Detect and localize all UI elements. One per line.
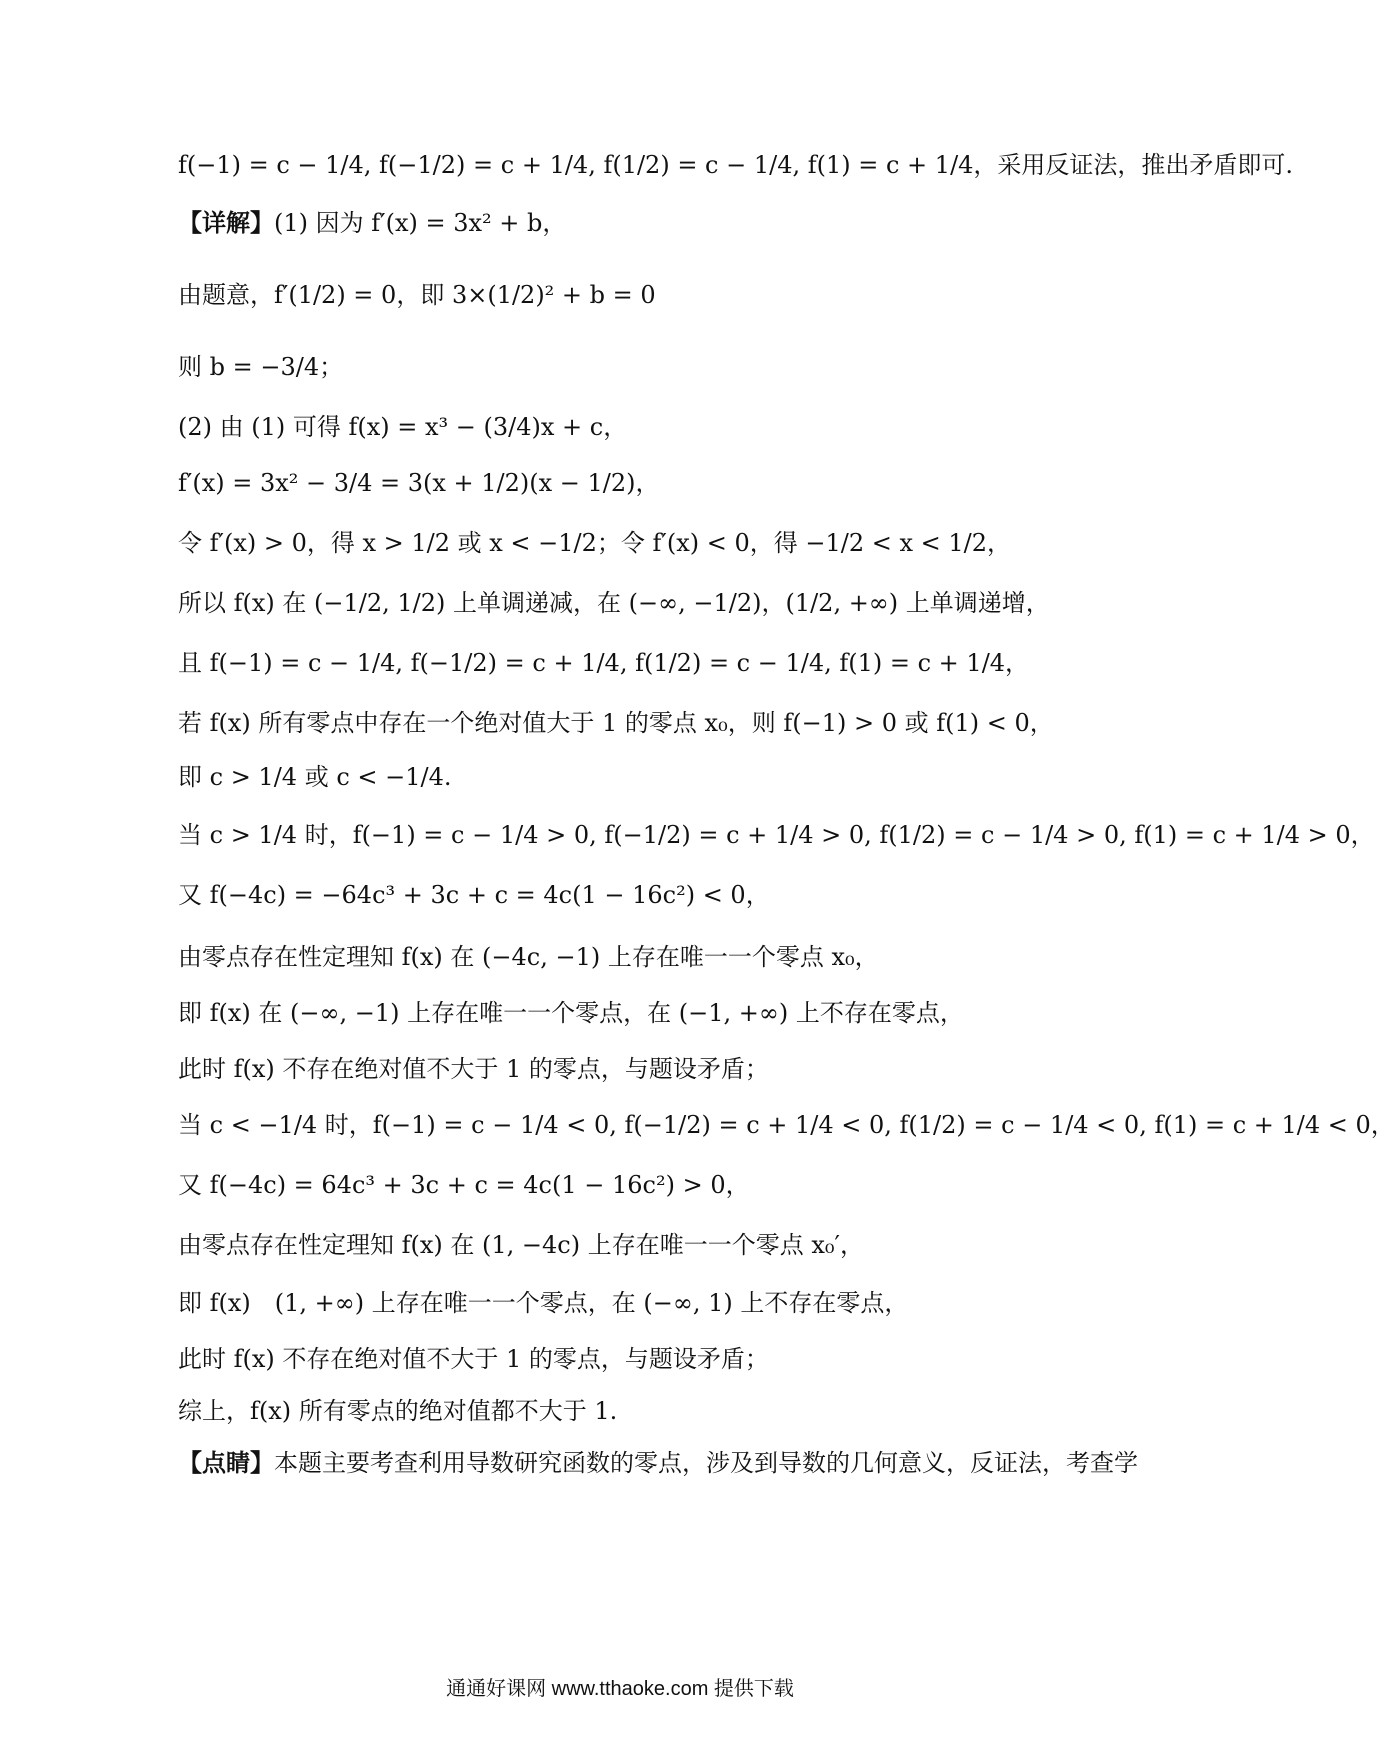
text-line: (2) 由 (1) 可得 f(x) = x³ − (3/4)x + c， bbox=[178, 413, 628, 441]
text-line: 当 c < −1/4 时，f(−1) = c − 1/4 < 0, f(−1/2) = c + 1/4 < 0, f(1/2) = c − 1/4 < 0, f(1) = c + 1/4 < 0， bbox=[178, 1111, 1395, 1139]
text-line: 综上，f(x) 所有零点的绝对值都不大于 1. bbox=[178, 1397, 618, 1425]
text-line: 则 b = −3/4； bbox=[178, 353, 344, 381]
text-line: 所以 f(x) 在 (−1/2, 1/2) 上单调递减，在 (−∞, −1/2)，(1/2, +∞) 上单调递增， bbox=[178, 589, 1050, 617]
text-line: 即 f(x) 在 (−∞, −1) 上存在唯一一个零点，在 (−1, +∞) 上不存在零点， bbox=[178, 999, 964, 1027]
text-line: 且 f(−1) = c − 1/4, f(−1/2) = c + 1/4, f(1/2) = c − 1/4, f(1) = c + 1/4， bbox=[178, 649, 1030, 677]
text-line: 由题意，f′(1/2) = 0，即 3×(1/2)² + b = 0 bbox=[178, 281, 656, 309]
text-line: 又 f(−4c) = −64c³ + 3c + c = 4c(1 − 16c²) < 0， bbox=[178, 881, 770, 909]
section-label: 【详解】 bbox=[178, 208, 274, 237]
text-line: 此时 f(x) 不存在绝对值不大于 1 的零点，与题设矛盾； bbox=[178, 1055, 769, 1083]
text-line: 又 f(−4c) = 64c³ + 3c + c = 4c(1 − 16c²) > 0， bbox=[178, 1171, 750, 1199]
text-line: 【详解】(1) 因为 f′(x) = 3x² + b， bbox=[178, 208, 567, 237]
text-line: 此时 f(x) 不存在绝对值不大于 1 的零点，与题设矛盾； bbox=[178, 1345, 769, 1373]
section-label: 【点睛】 bbox=[178, 1448, 274, 1477]
text-line: 当 c > 1/4 时，f(−1) = c − 1/4 > 0, f(−1/2) = c + 1/4 > 0, f(1/2) = c − 1/4 > 0, f(1) = c + 1/4 > 0， bbox=[178, 821, 1375, 849]
text-line: 由零点存在性定理知 f(x) 在 (−4c, −1) 上存在唯一一个零点 x₀， bbox=[178, 943, 879, 971]
text-line: 由零点存在性定理知 f(x) 在 (1, −4c) 上存在唯一一个零点 x₀′， bbox=[178, 1231, 864, 1259]
text-line: 即 c > 1/4 或 c < −1/4. bbox=[178, 763, 452, 791]
text-line: f′(x) = 3x² − 3/4 = 3(x + 1/2)(x − 1/2)， bbox=[178, 469, 660, 497]
text-line: 【点睛】本题主要考查利用导数研究函数的零点，涉及到导数的几何意义，反证法，考查学 bbox=[178, 1448, 1138, 1477]
text-line: 若 f(x) 所有零点中存在一个绝对值大于 1 的零点 x₀，则 f(−1) > 0 或 f(1) < 0， bbox=[178, 709, 1054, 737]
page-footer: 通通好课网 www.tthaoke.com 提供下载 bbox=[446, 1678, 794, 1700]
text-line: f(−1) = c − 1/4, f(−1/2) = c + 1/4, f(1/2) = c − 1/4, f(1) = c + 1/4，采用反证法，推出矛盾即可. bbox=[178, 151, 1294, 179]
text-line: 即 f(x) (1, +∞) 上存在唯一一个零点，在 (−∞, 1) 上不存在零点， bbox=[178, 1289, 909, 1317]
text-line: 令 f′(x) > 0，得 x > 1/2 或 x < −1/2；令 f′(x) < 0，得 −1/2 < x < 1/2， bbox=[178, 529, 1012, 557]
